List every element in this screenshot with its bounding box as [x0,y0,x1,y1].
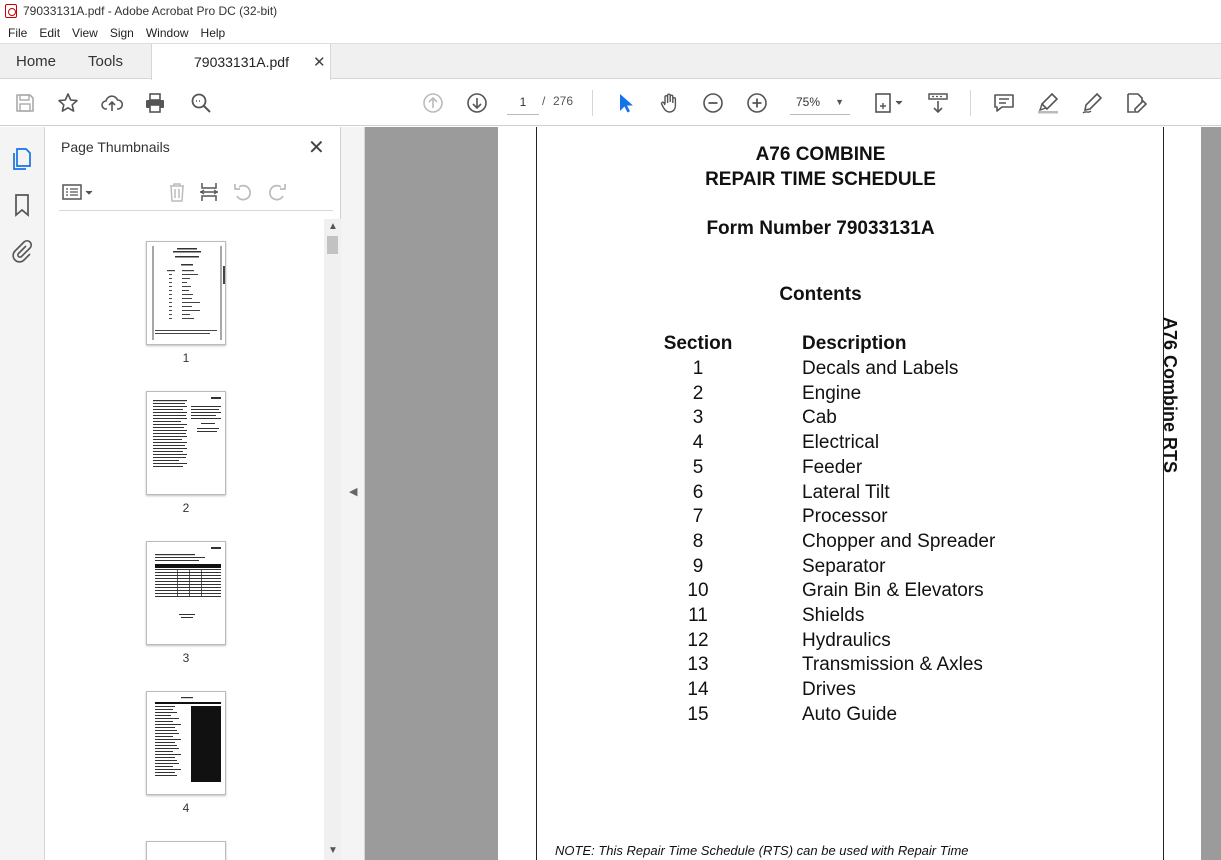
footnote: NOTE: This Repair Time Schedule (RTS) can be used with Repair Time [555,843,969,858]
section-description: Transmission & Axles [802,654,983,676]
toolbar-divider [970,90,971,116]
rotate-right-icon [266,181,288,203]
zoom-search-icon [190,92,212,114]
rotate-clockwise-button[interactable] [265,180,289,204]
document-view[interactable] [365,127,1221,860]
section-description: Processor [802,506,888,528]
delete-pages-button[interactable] [165,180,189,204]
chevron-down-icon[interactable]: ▼ [328,845,338,856]
print-button[interactable] [143,91,167,115]
zoom-in-icon [746,92,768,114]
page-separator: / [542,94,546,108]
thumbnail-image [147,242,226,345]
edit-document-icon [1125,92,1147,114]
zoom-out-icon [702,92,724,114]
close-tab-icon[interactable]: ✕ [313,54,326,71]
collapse-left-icon[interactable]: ◀ [349,486,358,498]
comment-button[interactable] [992,91,1016,115]
close-panel-icon[interactable]: ✕ [308,137,325,159]
window-title: 79033131A.pdf - Adobe Acrobat Pro DC (32-bit) [23,4,278,18]
thumbnail-page-2[interactable] [146,391,226,495]
section-number: 2 [692,382,704,404]
fill-sign-button[interactable] [1080,91,1104,115]
section-description: Decals and Labels [802,358,959,379]
paperclip-icon [10,239,34,263]
menu-help[interactable]: Help [200,25,226,40]
scrollbar-thumb[interactable] [327,236,338,254]
thumbnail-page-3[interactable] [146,541,226,645]
page-total: 276 [553,94,574,108]
menu-sign[interactable]: Sign [109,25,134,40]
toolbar [0,80,1221,126]
zoom-level-select[interactable] [790,90,850,115]
section-number: 3 [692,407,704,429]
title-bar [0,0,1221,22]
save-button[interactable] [13,91,37,115]
scrolling-mode-button[interactable] [926,91,950,115]
page-thumbnails-panel [45,127,341,860]
thumbnail-list [45,219,323,860]
section-description: Drives [802,679,856,701]
section-description: Engine [802,382,862,404]
tab-tools[interactable]: Tools [88,53,124,70]
form-number: Form Number 79033131A [706,218,935,239]
menu-view[interactable]: View [72,25,98,40]
side-spine-label: A76 Combine RTS [1160,317,1180,474]
navigation-rail [0,127,45,860]
tab-document[interactable] [151,44,331,80]
thumbnail-page-number: 4 [182,801,190,815]
thumbnail-page-5[interactable] [146,841,226,860]
menu-window[interactable]: Window [145,25,189,40]
thumbnail-image [147,692,226,795]
insert-pages-icon [198,181,220,203]
next-page-button[interactable] [465,91,489,115]
edit-pdf-button[interactable] [1124,91,1148,115]
chevron-up-icon[interactable]: ▲ [328,221,338,232]
thumbnail-page-number: 1 [182,351,190,365]
section-description: Electrical [802,432,880,454]
page-number-input[interactable]: 1 [507,90,539,115]
section-number: 1 [692,358,704,379]
section-description: Separator [802,555,886,577]
acrobat-app-icon [5,4,17,18]
insert-pages-button[interactable] [197,180,221,204]
menu-edit[interactable]: Edit [39,25,61,40]
section-number: 10 [687,580,709,602]
page-thumbnails-toggle[interactable] [10,147,34,171]
thumbnail-page-1[interactable] [146,241,226,345]
description-column-header: Description [802,333,907,354]
arrow-down-circle-icon [466,92,488,114]
thumbnail-image [147,392,226,495]
section-description: Grain Bin & Elevators [802,580,984,602]
pdf-page [498,127,1201,860]
section-column-header: Section [663,333,733,354]
rotate-counterclockwise-button[interactable] [231,180,255,204]
bookmarks-toggle[interactable] [10,193,34,217]
thumbnail-scrollbar[interactable] [324,219,341,860]
attachments-toggle[interactable] [10,239,34,263]
printer-icon [144,92,166,114]
section-description: Cab [802,407,837,429]
upload-button[interactable] [100,91,124,115]
scroll-down-icon [927,92,949,114]
section-number: 7 [692,506,704,528]
section-number: 15 [687,703,709,725]
thumbnail-page-4[interactable] [146,691,226,795]
section-number: 12 [687,629,709,651]
section-description: Auto Guide [802,703,898,725]
options-menu-icon [61,181,95,203]
section-number: 5 [692,456,704,478]
tab-home[interactable]: Home [16,53,57,70]
hand-tool-button[interactable] [657,91,681,115]
cloud-upload-icon [101,92,123,114]
cursor-arrow-icon [614,92,636,114]
section-number: 13 [687,654,709,676]
section-number: 4 [692,432,704,454]
document-tab-label: 79033131A.pdf [194,54,289,70]
thumbnail-image [147,542,226,645]
section-number: 11 [688,605,708,626]
zoom-out-button[interactable] [701,91,725,115]
pen-sign-icon [1081,92,1103,114]
page-fit-icon [874,92,904,114]
section-number: 9 [692,555,704,577]
find-button[interactable] [189,91,213,115]
thumbnail-options-button[interactable] [61,180,95,204]
section-number: 6 [692,481,704,503]
comment-icon [993,92,1015,114]
section-description: Lateral Tilt [802,481,890,503]
bookmark-star-button[interactable] [56,91,80,115]
page-thumbnails-icon [10,147,34,171]
document-title-line2: REPAIR TIME SCHEDULE [705,169,936,190]
section-description: Feeder [802,456,863,478]
bookmark-icon [10,193,34,217]
thumbnail-page-number: 3 [182,651,190,665]
star-icon [57,92,79,114]
panel-collapse-handle[interactable] [341,127,365,860]
menu-file[interactable]: File [8,25,28,40]
tab-bar [0,43,1221,79]
hand-icon [658,92,680,114]
page-display-button[interactable] [872,91,906,115]
section-description: Shields [802,605,865,626]
zoom-in-button[interactable] [745,91,769,115]
chevron-down-icon: ▼ [835,97,844,107]
zoom-level-value: 75% [796,95,821,109]
highlighter-icon [1037,92,1059,114]
save-icon [14,92,36,114]
thumbnail-toolbar [59,175,333,211]
section-number: 8 [692,530,704,552]
highlight-button[interactable] [1036,91,1060,115]
thumbnail-page-number: 2 [182,501,190,515]
contents-heading: Contents [779,284,862,305]
rotate-left-icon [232,181,254,203]
previous-page-button[interactable] [421,91,445,115]
document-title-line1: A76 COMBINE [755,144,886,165]
trash-icon [166,181,188,203]
menu-bar [0,22,1221,43]
section-number: 14 [687,679,709,701]
section-description: Hydraulics [802,629,891,651]
panel-title: Page Thumbnails [61,139,170,155]
select-tool-button[interactable] [613,91,637,115]
arrow-up-circle-icon [422,92,444,114]
toolbar-divider [592,90,593,116]
section-description: Chopper and Spreader [802,530,996,552]
